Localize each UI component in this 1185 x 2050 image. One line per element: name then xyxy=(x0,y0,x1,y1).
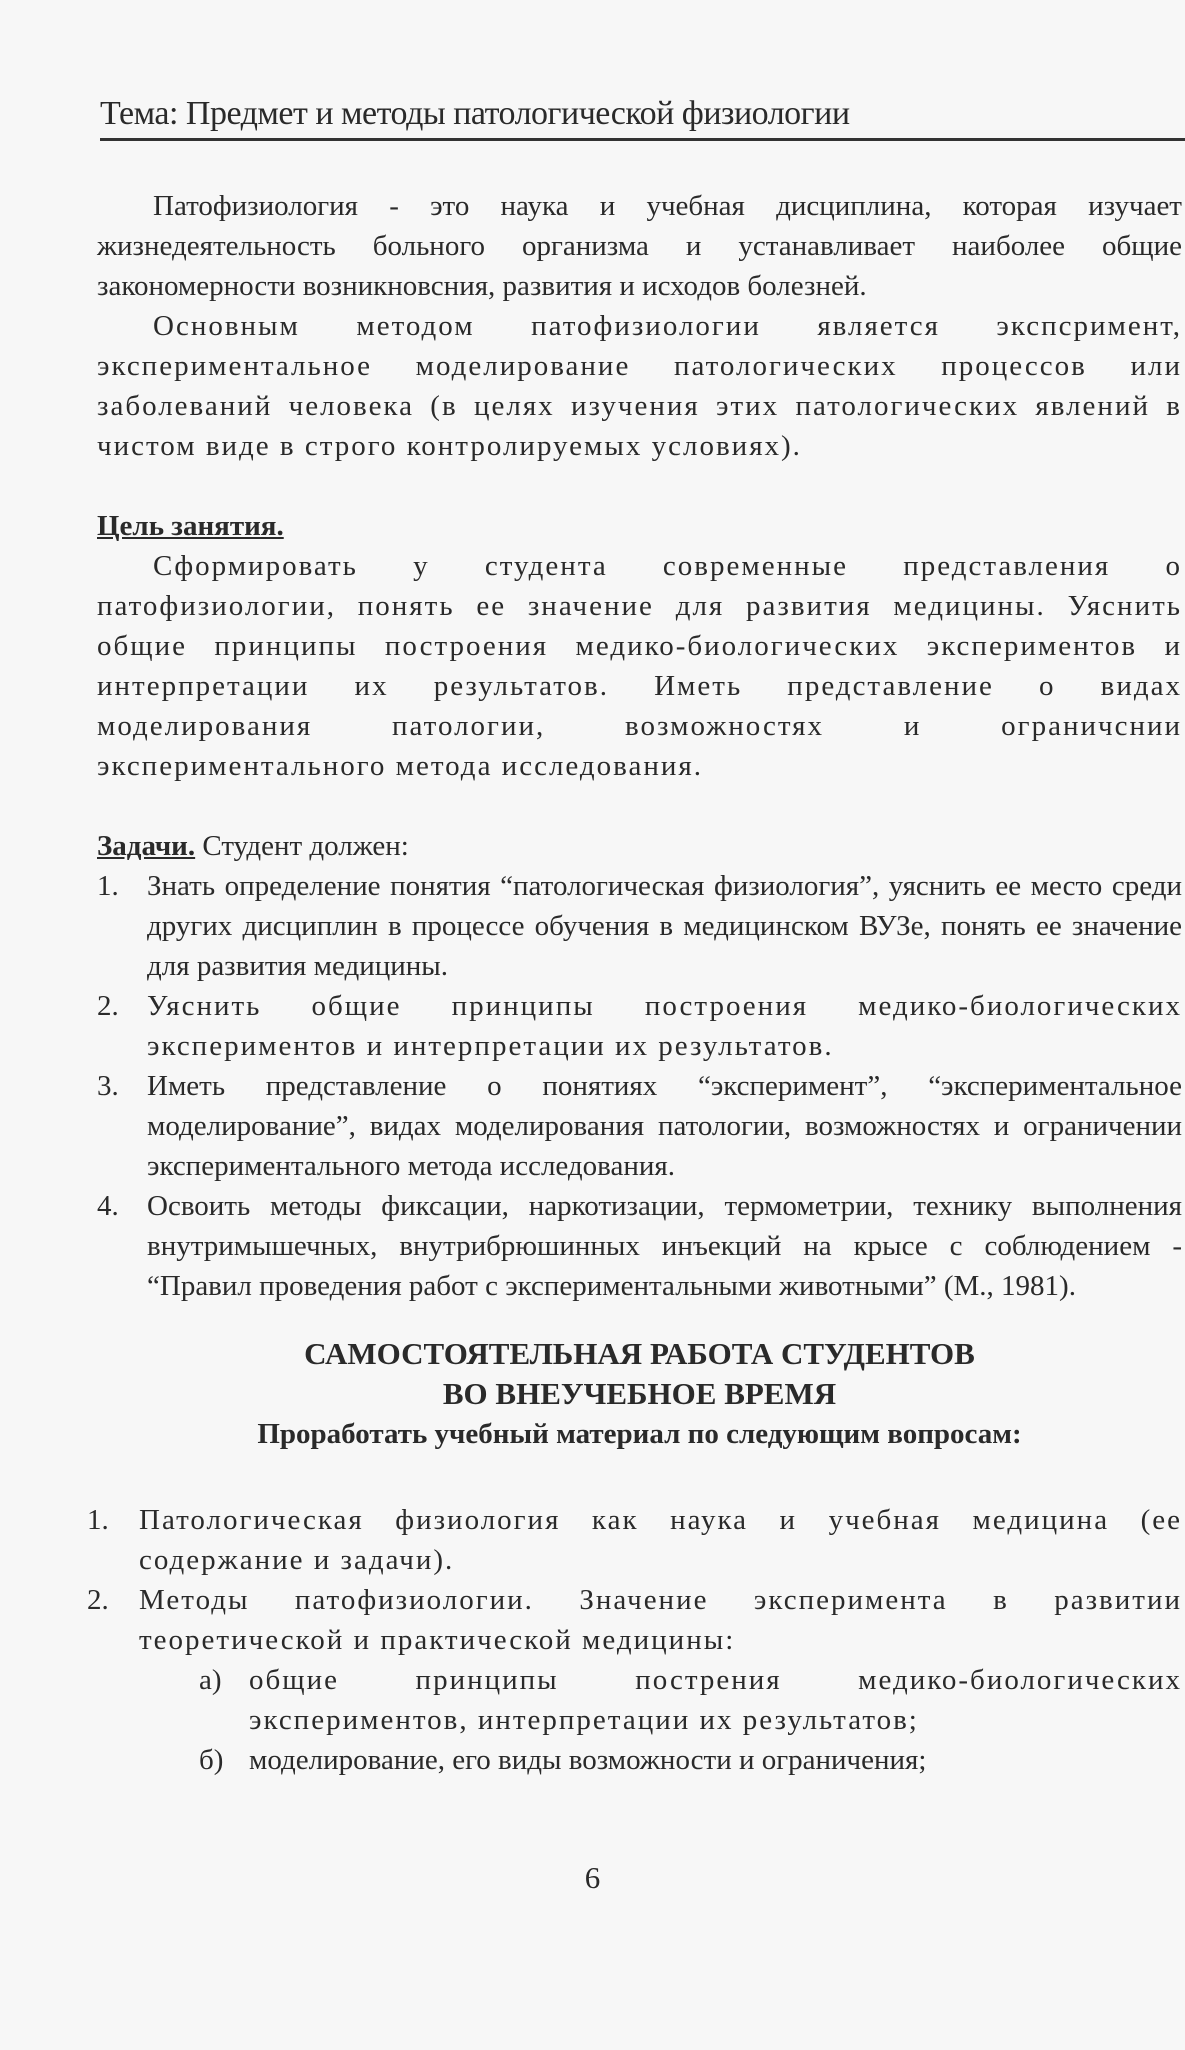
list-item-number: 3. xyxy=(97,1070,119,1102)
list-item-text: Патологическая физиология как наука и учебная медицина (ее содержание и задачи). xyxy=(139,1504,1182,1576)
tasks-heading-line xyxy=(97,826,1182,866)
list-item-text: Знать определение понятия “патологическая физиология”, уяснить ее место среди других дисциплин в процессе обучения в медицинском ВУЗе, понять ее значение для развития медицины. xyxy=(147,870,1182,982)
goal-text: Сформировать у студента современные представления о патофизиологии, понять ее значение для развития медицины. Уяснить общие принципы построения медико-биологических экспериментов и интерпретации их результатов. Иметь представление о видах моделирования патологии, возможностях и ограничснии экспериментального метода исследования. xyxy=(97,550,1182,782)
page-number: 6 xyxy=(584,1860,601,1895)
list-item-number: 1. xyxy=(87,1504,109,1536)
list-item-text: Иметь представление о понятиях “эксперимент”, “экспериментальное моделирование”, видах моделирования патологии, возможностях и ограничении экспериментального метода исследования. xyxy=(147,1070,1182,1182)
list-item xyxy=(87,1580,1182,1660)
list-item-letter: б) xyxy=(199,1744,224,1776)
list-item-letter: а) xyxy=(199,1664,222,1696)
page-header-title: Тема: Предмет и методы патологической физиологии xyxy=(100,95,850,132)
spacer xyxy=(97,1454,1182,1500)
spacer xyxy=(97,466,1182,506)
intro-paragraph-1: Патофизиология - это наука и учебная дисциплина, которая изучает жизнедеятельность больного организма и устанавливает наиболее общие закономерности возникновсния, развития и исходов болезней. xyxy=(97,190,1182,302)
intro-paragraph-2: Основным методом патофизиологии является экспсримент, экспериментальное моделирование патологических процессов или заболеваний человека (в целях изучения этих патологических явлений в чистом виде в строго контролируемых условиях). xyxy=(97,310,1182,462)
self-study-subtitle: Проработать учебный материал по следующим вопросам: xyxy=(257,1418,1022,1450)
list-item xyxy=(199,1660,1182,1740)
self-study-title-line-2: ВО ВНЕУЧЕБНОЕ ВРЕМЯ xyxy=(442,1376,837,1411)
tasks-intro: Студент должен: xyxy=(195,830,409,862)
questions-list xyxy=(87,1500,1182,1660)
list-item xyxy=(97,986,1182,1066)
list-item-number: 2. xyxy=(87,1584,109,1616)
self-study-title-line-1: САМОСТОЯТЕЛЬНАЯ РАБОТА СТУДЕНТОВ xyxy=(304,1336,975,1371)
page-content xyxy=(87,186,1182,1780)
list-item-text: Уяснить общие принципы построения медико-биологических экспериментов и интерпретации их результатов. xyxy=(147,990,1182,1062)
list-item-text: Освоить методы фиксации, наркотизации, термометрии, технику выполнения внутримышечных, внутрибрюшинных инъекций на крысе с соблюдением - “Правил проведения работ с экспериментальными животными” (М., 1981). xyxy=(147,1190,1182,1302)
list-item-number: 4. xyxy=(97,1190,119,1222)
tasks-heading: Задачи. xyxy=(97,830,196,862)
list-item-text: общие принципы пострения медико-биологических экспериментов, интерпретации их результатов; xyxy=(249,1664,1182,1736)
goal-heading: Цель занятия. xyxy=(97,510,284,542)
spacer xyxy=(97,1306,1182,1334)
list-item xyxy=(199,1740,1182,1780)
header-divider xyxy=(100,138,1185,141)
list-item xyxy=(97,1186,1182,1306)
list-item-number: 2. xyxy=(97,990,119,1022)
tasks-list xyxy=(97,866,1182,1306)
list-item-text: моделирование, его виды возможности и ограничения; xyxy=(249,1744,927,1776)
spacer xyxy=(97,786,1182,826)
list-item-text: Методы патофизиологии. Значение эксперимента в развитии теоретической и практической медицины: xyxy=(139,1584,1182,1656)
subquestions-list xyxy=(97,1660,1182,1780)
list-item xyxy=(97,1066,1182,1186)
list-item xyxy=(87,1500,1182,1580)
list-item-number: 1. xyxy=(97,870,119,902)
list-item xyxy=(97,866,1182,986)
